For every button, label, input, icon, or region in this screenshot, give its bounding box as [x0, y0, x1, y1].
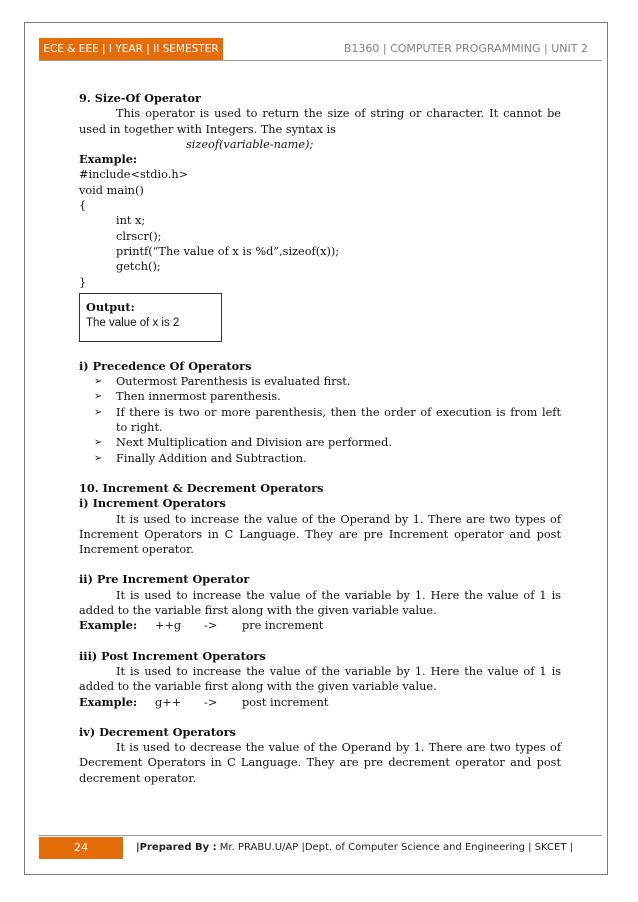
- arrow-bullet-icon: ➢: [94, 391, 103, 403]
- sizeof-description: This operator is used to return the size of string or character. It cannot be used in together with Integers. The syntax is: [79, 107, 561, 136]
- section-heading-precedence: i) Precedence Of Operators: [79, 358, 252, 373]
- list-item: ➢ Then innermost parenthesis.: [94, 390, 281, 404]
- list-item: ➢ Outermost Parenthesis is evaluated first.: [94, 375, 351, 389]
- code-line: printf(“The value of x is %d”,sizeof(x));: [116, 244, 340, 258]
- arrow-bullet-icon: ➢: [94, 437, 103, 449]
- output-value: The value of x is 2: [86, 316, 180, 329]
- header-subject-title: B1360 | COMPUTER PROGRAMMING | UNIT 2: [343, 42, 588, 55]
- code-block: [79, 167, 561, 289]
- example-arrow: ->: [204, 619, 218, 633]
- arrow-bullet-icon: ➢: [94, 406, 103, 418]
- section-heading-sizeof: 9. Size-Of Operator: [79, 91, 202, 105]
- pre-increment-description: It is used to increase the value of the variable by 1. Here the value of 1 is added to the variable first along with the given variable value.: [79, 588, 561, 618]
- footer-prepared-label: |Prepared By :: [136, 842, 217, 853]
- subheading-decrement: iv) Decrement Operators: [79, 724, 236, 739]
- code-line: }: [79, 275, 87, 289]
- increment-description: It is used to increase the value of the Operand by 1. There are two types of Increment Operators in C Language. They are pre Increment operator and post Increment operator.: [79, 512, 561, 557]
- footer-credits: [136, 837, 602, 859]
- example-label: Example:: [79, 694, 138, 709]
- page-content: [79, 91, 561, 786]
- decrement-description: It is used to decrease the value of the Operand by 1. There are two types of Decrement Operators in C Language. They are pre decrement operator and post decrement operator.: [79, 741, 561, 785]
- precedence-list: [79, 374, 561, 466]
- post-increment-description: It is used to increase the value of the variable by 1. Here the value of 1 is added to the variable first along with the given variable value.: [79, 664, 561, 694]
- footer-prepared-details: Mr. PRABU.U/AP |Dept. of Computer Science and Engineering | SKCET |: [216, 842, 573, 853]
- list-item: ➢ Next Multiplication and Division are performed.: [94, 436, 392, 450]
- example-description: post increment: [242, 695, 329, 709]
- header-course-badge: ECE & EEE | I YEAR | II SEMESTER: [39, 38, 223, 60]
- sizeof-syntax: sizeof(variable-name);: [186, 137, 314, 151]
- output-label: Output:: [86, 299, 135, 314]
- example-label: Example:: [79, 618, 138, 633]
- example-expression: ++g: [155, 619, 182, 633]
- subheading-increment: i) Increment Operators: [79, 496, 226, 511]
- post-increment-example: [79, 695, 561, 710]
- list-item: ➢ If there is two or more parenthesis, then the order of execution is from left to right.: [94, 405, 561, 435]
- list-item: ➢ Finally Addition and Subtraction.: [94, 451, 307, 465]
- sizeof-example-label: Example:: [79, 152, 138, 167]
- arrow-bullet-icon: ➢: [94, 452, 103, 464]
- arrow-bullet-icon: ➢: [94, 376, 103, 388]
- output-box: [79, 293, 222, 342]
- pre-increment-example: [79, 618, 561, 633]
- code-line: void main(): [79, 183, 144, 197]
- section-heading-inc-dec: 10. Increment & Decrement Operators: [79, 480, 324, 495]
- footer-divider: [39, 835, 602, 836]
- code-line: getch();: [116, 260, 161, 274]
- header-divider: [39, 60, 602, 61]
- subheading-pre-increment: ii) Pre Increment Operator: [79, 572, 250, 587]
- code-line: {: [79, 199, 87, 213]
- code-line: #include<stdio.h>: [79, 168, 189, 182]
- subheading-post-increment: iii) Post Increment Operators: [79, 648, 266, 663]
- code-line: clrscr();: [116, 229, 162, 243]
- page-number: 24: [39, 837, 123, 859]
- example-expression: g++: [155, 695, 182, 709]
- example-description: pre increment: [242, 619, 324, 633]
- example-arrow: ->: [204, 695, 218, 709]
- code-line: int x;: [116, 214, 146, 228]
